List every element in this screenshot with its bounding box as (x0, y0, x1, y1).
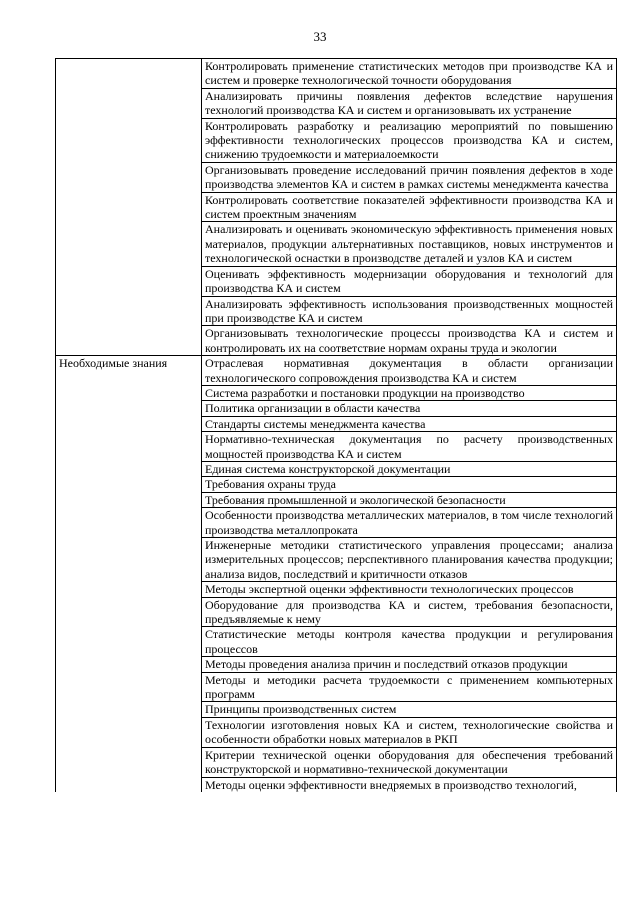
knowledge-row-text: Единая система конструкторской документации (202, 461, 617, 476)
skill-row-text: Анализировать эффективность использования производственных мощностей при производстве КА и систем (202, 296, 617, 326)
knowledge-row-text: Стандарты системы менеджмента качества (202, 416, 617, 431)
skill-row-text: Контролировать соответствие показателей эффективности производства КА и систем проектным значениям (202, 192, 617, 222)
knowledge-row-text: Методы оценки эффективности внедряемых в производство технологий, (202, 777, 617, 792)
skill-row-text: Контролировать разработку и реализацию мероприятий по повышению эффективности технологических процессов производства КА и систем, снижению трудоемкости и материалоемкости (202, 118, 617, 162)
skill-row-text: Организовывать проведение исследований причин появления дефектов в ходе производства элементов КА и систем в рамках системы менеджмента качества (202, 162, 617, 192)
page-number: 33 (313, 29, 327, 44)
skill-row-text: Организовывать технологические процессы производства КА и систем и контролировать их на соответствие нормам охраны труда и экологии (202, 326, 617, 356)
knowledge-row-text: Отраслевая нормативная документация в области организации технологического сопровождения производства КА и систем (202, 356, 617, 386)
knowledge-row-text: Требования промышленной и экологической безопасности (202, 492, 617, 507)
knowledge-row-text: Требования охраны труда (202, 477, 617, 492)
knowledge-row (56, 356, 617, 386)
knowledge-row-text: Критерии технической оценки оборудования для обеспечения требований конструкторской и нормативно-технической документации (202, 747, 617, 777)
competency-table (55, 58, 617, 792)
knowledge-row-text: Методы проведения анализа причин и последствий отказов продукции (202, 657, 617, 672)
knowledge-row-text: Методы и методики расчета трудоемкости с применением компьютерных программ (202, 672, 617, 702)
knowledge-row-text: Нормативно-техническая документация по расчету производственных мощностей производства КА и систем (202, 432, 617, 462)
knowledge-row-text: Политика организации в области качества (202, 401, 617, 416)
skills-category-cell (56, 59, 202, 356)
skill-row-text: Анализировать причины появления дефектов вследствие нарушения технологий производства КА и систем и организовывать их устранение (202, 88, 617, 118)
knowledge-row-text: Инженерные методики статистического управления процессами; анализа измерительных процессов; перспективного планирования качества продукции; анализа видов, последствий и критичности отказов (202, 538, 617, 582)
knowledge-row-text: Особенности производства металлических материалов, в том числе технологий производства металлопроката (202, 508, 617, 538)
knowledge-category-cell: Необходимые знания (56, 356, 202, 792)
knowledge-row-text: Технологии изготовления новых КА и систем, технологические свойства и особенности обработки новых материалов в РКП (202, 717, 617, 747)
knowledge-row-text: Система разработки и постановки продукции на производство (202, 385, 617, 400)
knowledge-row-text: Статистические методы контроля качества продукции и регулирования процессов (202, 627, 617, 657)
knowledge-row-text: Принципы производственных систем (202, 702, 617, 717)
skill-row (56, 59, 617, 89)
skill-row-text: Оценивать эффективность модернизации оборудования и технологий для производства КА и систем (202, 266, 617, 296)
knowledge-row-text: Методы экспертной оценки эффективности технологических процессов (202, 582, 617, 597)
skill-row-text: Контролировать применение статистических методов при производстве КА и систем и проверке технологической точности оборудования (202, 59, 617, 89)
knowledge-row-text: Оборудование для производства КА и систем, требования безопасности, предъявляемые к нему (202, 597, 617, 627)
skill-row-text: Анализировать и оценивать экономическую эффективность применения новых материалов, продукции альтернативных поставщиков, новых инструментов и технологической оснастки в производстве деталей и узлов КА и систем (202, 222, 617, 266)
